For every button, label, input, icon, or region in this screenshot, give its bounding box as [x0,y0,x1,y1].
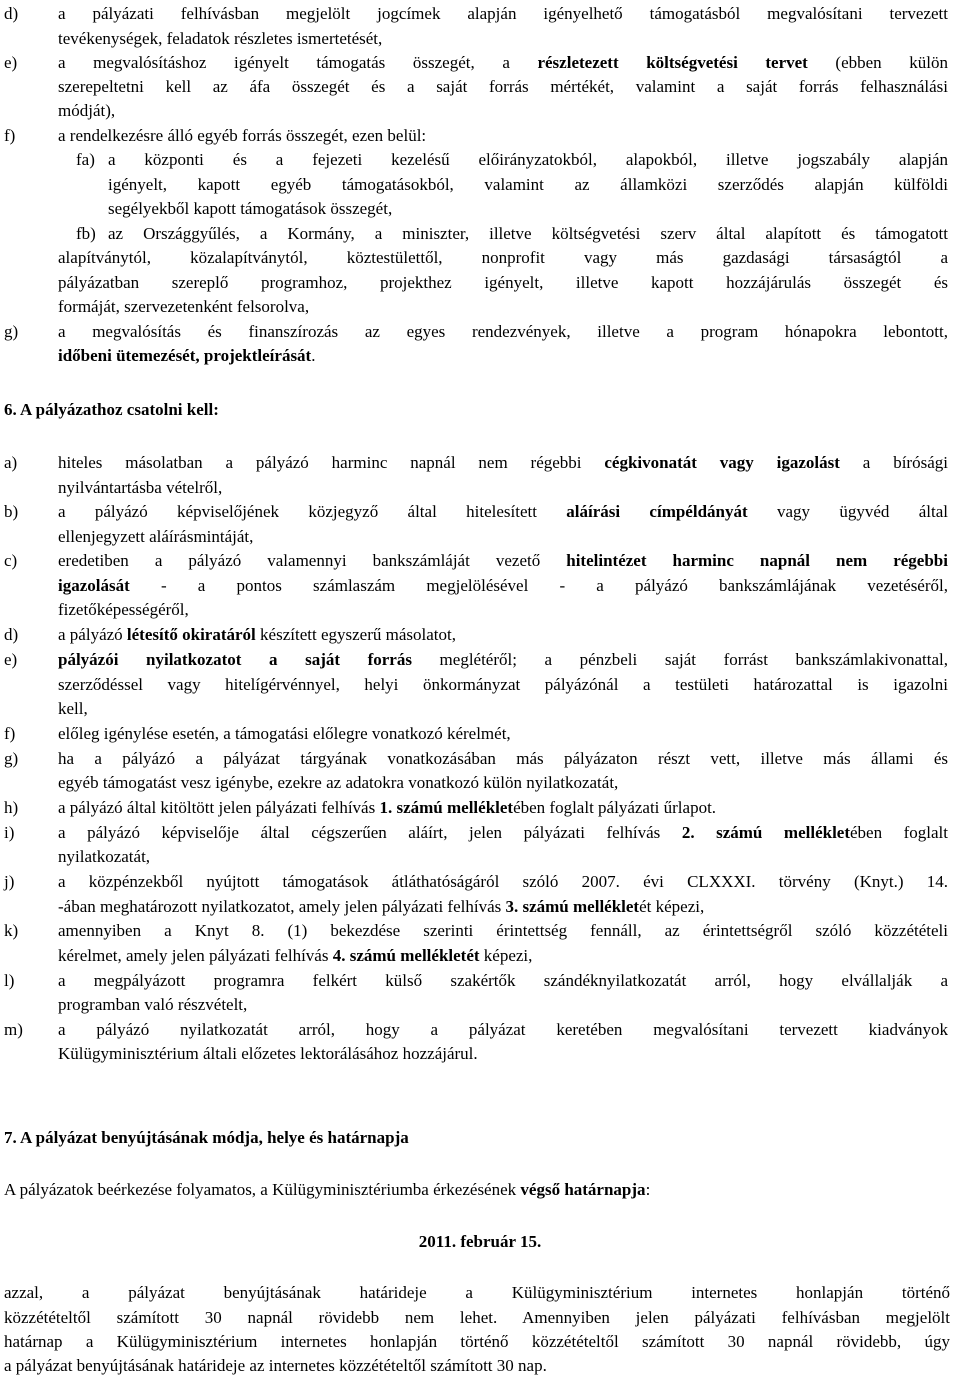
list-item-text: szerepeltetni kell az áfa összegét és a saját forrás mértékét, valamint a saját forrás felhasználási [58,77,948,96]
list-item-text: a közpénzekből nyújtott támogatások átláthatóságáról szóló 2007. évi CLXXXI. törvény (Knyt.) 14. [58,872,948,891]
list-item-text: hiteles másolatban a pályázó harminc napnál nem régebbi cégkivonatát vagy igazolást a bírósági [58,453,948,472]
list-item-text: fizetőképességéről, [58,600,189,619]
list-label: m) [4,1020,23,1039]
list-item-text: nyilvántartásba vételről, [58,478,223,497]
list-item-text: előleg igénylése esetén, a támogatási előlegre vonatkozó kérelmét, [58,724,511,743]
list-item-text: a pályázó létesítő okiratáról készített egyszerű másolatot, [58,625,456,644]
sublist-label: fa) [76,150,95,169]
list-label: k) [4,921,19,940]
list-label: d) [4,4,19,23]
list-item-text: a pályázó által kitöltött jelen pályázati felhívás 1. számú mellékletében foglalt pályázati űrlapot. [58,798,717,817]
list-item-text: a rendelkezésre álló egyéb forrás összegét, ezen belül: [58,126,427,145]
sublist-item-text: az Országgyűlés, a Kormány, a miniszter, illetve költségvetési szerv által alapított és támogatott [108,224,948,243]
list-label: e) [4,650,18,669]
sublist-item-text: alapítványtól, közalapítványtól, köztestülettől, nonprofit vagy más gazdasági társaságtól a [58,248,948,267]
section-heading: 6. A pályázathoz csatolni kell: [4,400,219,419]
sublist-item-text: pályázatban szereplő programhoz, projekthez igényelt, illetve kapott hozzájárulás összegét és [58,273,948,292]
list-item-text: tevékenységek, feladatok részletes ismertetését, [58,29,383,48]
list-item-text: ellenjegyzett aláírásmintáját, [58,527,254,546]
list-item-text: igazolását - a pontos számlaszám megjelölésével - a pályázó bankszámlájának vezetéséről, [58,576,948,595]
sublist-item-text: a központi és a fejezeti kezelésű előirányzatokból, alapokból, illetve jogszabály alapján [108,150,948,169]
list-item-text: ha a pályázó a pályázat tárgyának vonatkozásában más pályázaton részt vett, illetve más állami és [58,749,948,768]
list-item-text: pályázói nyilatkozatot a saját forrás meglétéről; a pénzbeli saját forrást bankszámlakivonattal, [58,650,948,669]
list-label: i) [4,823,15,842]
paragraph-line: a pályázat benyújtásának határideje az internetes közzétételtől számított 30 nap. [4,1356,547,1375]
sublist-item-text: igényelt, kapott egyéb támogatásokból, valamint az államközi szerződés alapján külföldi [108,175,948,194]
list-label: b) [4,502,19,521]
list-item-text: eredetiben a pályázó valamennyi bankszámláját vezető hitelintézet harminc napnál nem régebbi [58,551,948,570]
list-label: j) [4,872,15,891]
sublist-item-text: segélyekből kapott támogatások összegét, [108,199,393,218]
list-item-text: a pályázó nyilatkozatát arról, hogy a pályázat keretében megvalósítani tervezett kiadványok [58,1020,948,1039]
list-label: a) [4,453,18,472]
sublist-label: fb) [76,224,96,243]
list-item-text: a pályázó képviselője által cégszerűen aláírt, jelen pályázati felhívás 2. számú mellékletében foglalt [58,823,949,842]
list-item-text: a megvalósításhoz igényelt támogatás összegét, a részletezett költségvetési tervet (ebben külön [58,53,948,72]
list-label: c) [4,551,18,570]
list-item-text: kérelmet, amely jelen pályázati felhívás 4. számú mellékletét képezi, [58,946,533,965]
list-label: f) [4,126,16,145]
list-label: l) [4,971,15,990]
list-item-text: nyilatkozatát, [58,847,151,866]
section-heading: 7. A pályázat benyújtásának módja, helye és határnapja [4,1128,409,1147]
paragraph-line: azzal, a pályázat benyújtásának határideje a Külügyminisztérium internetes honlapján történő [4,1283,950,1302]
list-label: g) [4,322,19,341]
list-item-text: módját), [58,101,116,120]
paragraph-line: közzétételtől számított 30 napnál rövidebb nem lehet. Amennyiben jelen pályázati felhívásban megjelölt [4,1308,950,1327]
list-label: f) [4,724,16,743]
list-item-text: amennyiben a Knyt 8. (1) bekezdése szerinti érintettség fennáll, az érintettségről szóló közzétételi [58,921,948,940]
list-item-text: szerződéssel vagy hitelígérvénnyel, helyi önkormányzat pályázónál a testületi határozattal is igazolni [58,675,948,694]
list-item-text: kell, [58,699,88,718]
list-item-text: a pályázati felhívásban megjelölt jogcímek alapján igényelhető támogatásból megvalósítani tervezett [58,4,948,23]
list-item-text: a megpályázott programra felkért külső szakértők szándéknyilatkozatát arról, hogy elvállalják a [58,971,948,990]
list-item-text: egyéb támogatást vesz igénybe, ezekre az adatokra vonatkozó külön nyilatkozatát, [58,773,619,792]
list-item-text: programban való részvételt, [58,995,248,1014]
list-label: e) [4,53,18,72]
list-item-text: a pályázó képviselőjének közjegyző által hitelesített aláírási címpéldányát vagy ügyvéd által [58,502,948,521]
sublist-item-text: formáját, szervezetenként felsorolva, [58,297,310,316]
list-item-text: időbeni ütemezését, projektleírását. [58,346,316,365]
list-item-text: a megvalósítás és finanszírozás az egyes rendezvények, illetve a program hónapokra lebontott, [58,322,948,341]
list-item-text: -ában meghatározott nyilatkozatot, amely jelen pályázati felhívás 3. számú mellékletét képezi, [58,897,705,916]
paragraph-line: határnap a Külügyminisztérium internetes honlapján történő közzétételtől számított 30 napnál rövidebb, úgy [4,1332,950,1351]
list-item-text: Külügyminisztérium általi előzetes lektorálásához hozzájárul. [58,1044,478,1063]
list-label: h) [4,798,19,817]
paragraph: A pályázatok beérkezése folyamatos, a Külügyminisztériumba érkezésének végső határnapja: [4,1180,651,1199]
list-label: d) [4,625,19,644]
list-label: g) [4,749,19,768]
deadline-date: 2011. február 15. [418,1232,542,1251]
